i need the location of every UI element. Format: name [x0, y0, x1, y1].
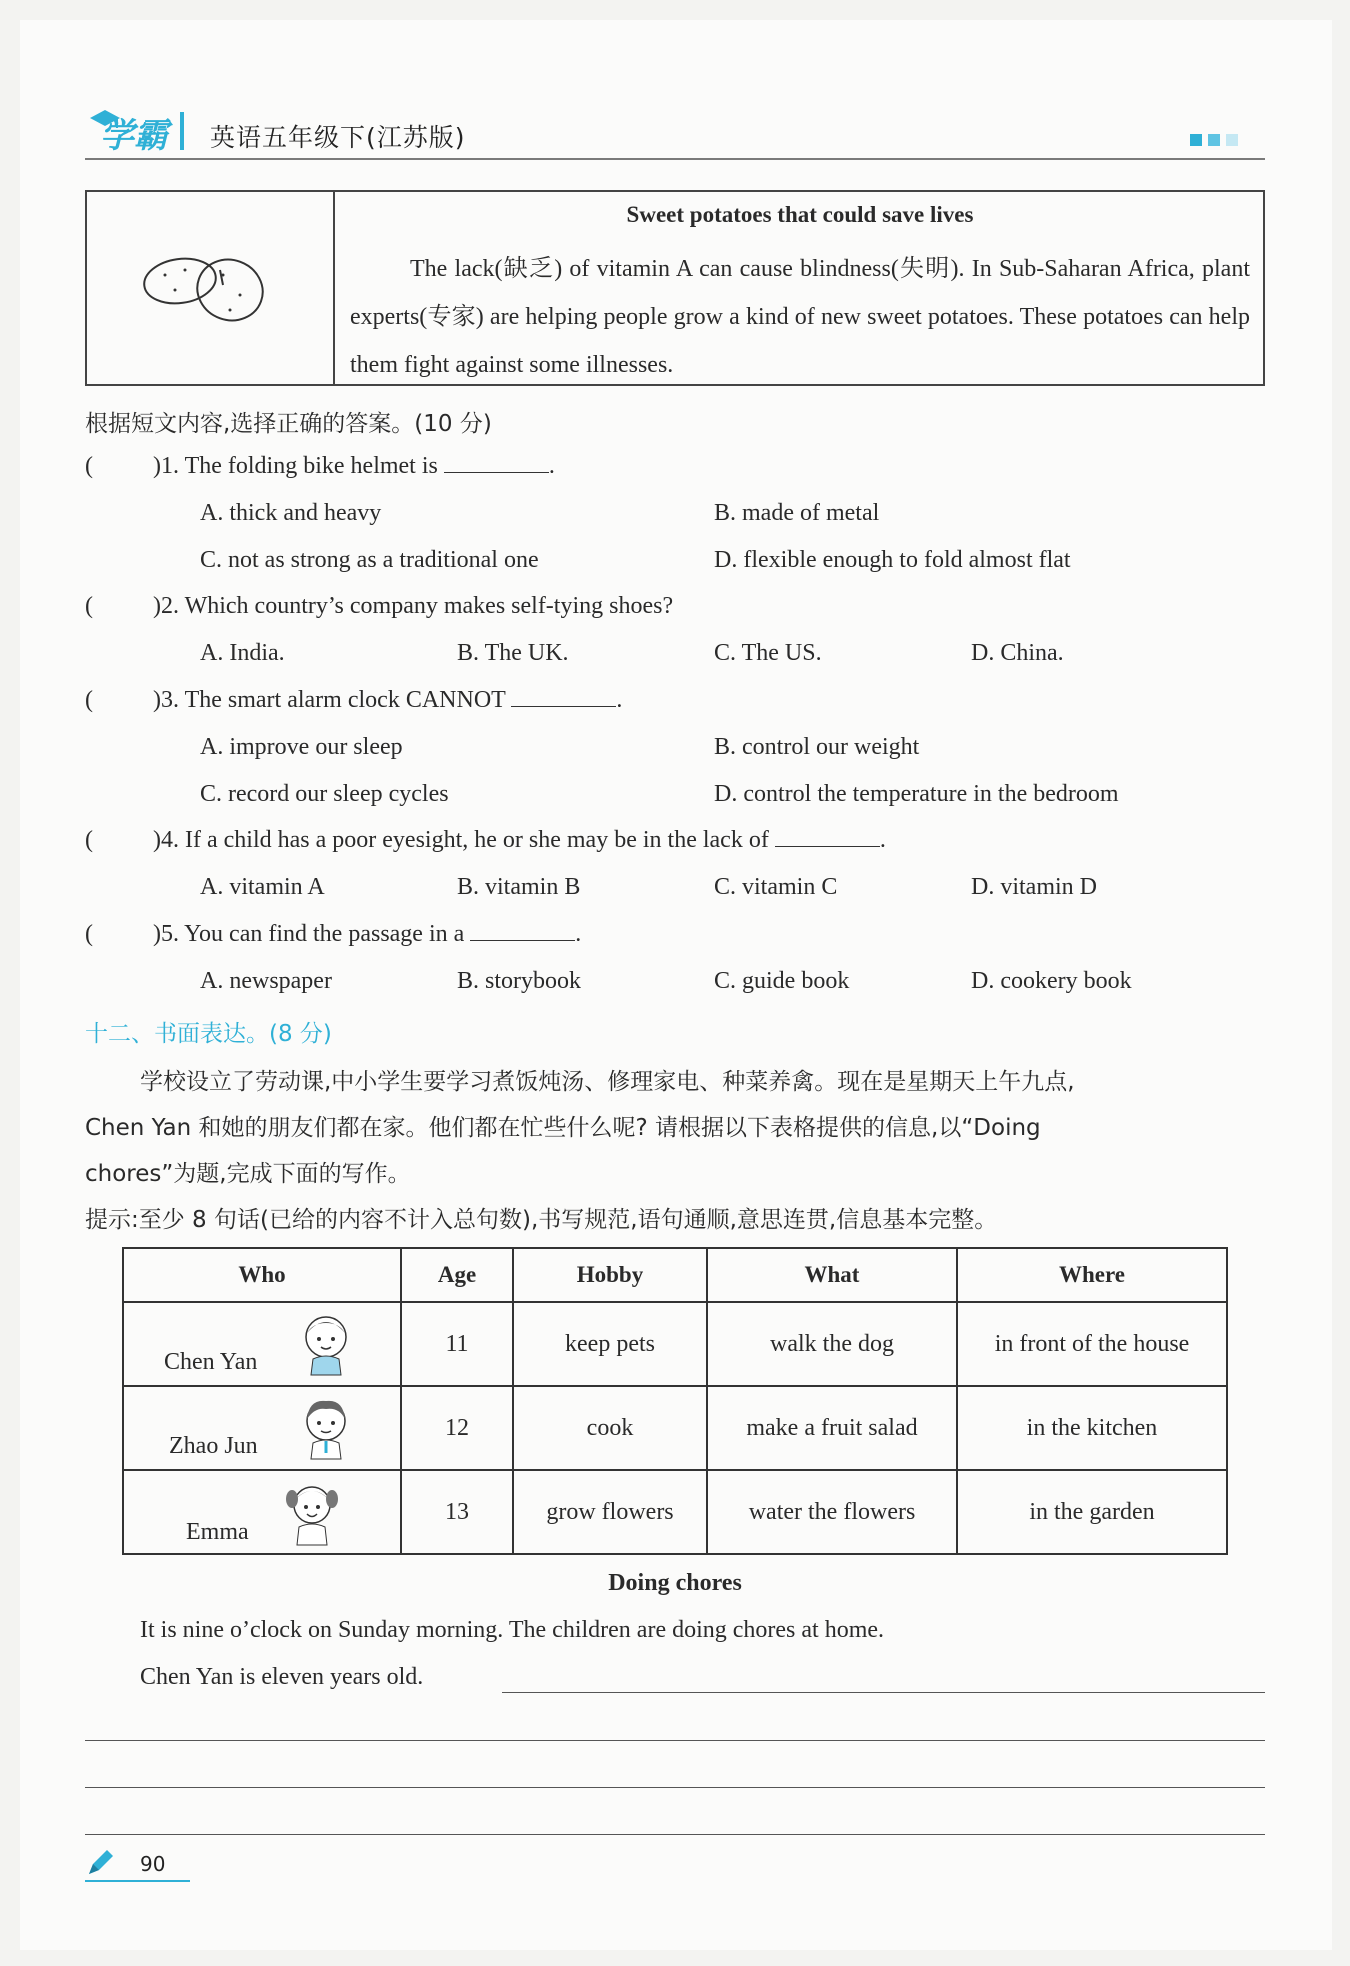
writing-line[interactable]	[85, 1740, 1265, 1741]
girl-avatar-icon	[299, 1309, 354, 1377]
option[interactable]: A. India.	[200, 640, 285, 666]
header-who: Who	[123, 1248, 401, 1302]
question-1	[85, 453, 555, 480]
answer-paren-close: )	[153, 921, 161, 947]
fill-blank[interactable]	[775, 846, 880, 847]
what-cell: water the flowers	[707, 1470, 957, 1554]
who-name: Emma	[186, 1519, 249, 1545]
answer-paren-close: )	[153, 593, 161, 619]
fill-blank[interactable]	[444, 472, 549, 473]
question-stem: If a child has a poor eyesight, he or she may be in the lack of	[185, 827, 769, 853]
reading-title: Sweet potatoes that could save lives	[626, 202, 974, 227]
answer-paren-close: )	[153, 687, 161, 713]
answer-paren-close: )	[153, 453, 161, 479]
option[interactable]: C. vitamin C	[714, 874, 838, 900]
hobby-cell: keep pets	[513, 1302, 707, 1386]
question-3	[85, 687, 622, 714]
who-cell	[123, 1302, 401, 1386]
option[interactable]: B. made of metal	[714, 500, 880, 526]
option[interactable]: B. vitamin B	[457, 874, 581, 900]
where-cell: in front of the house	[957, 1302, 1227, 1386]
prompt-line: chores”为题,完成下面的写作。	[85, 1161, 411, 1187]
answer-paren-close: )	[153, 827, 161, 853]
table-row	[123, 1386, 1227, 1470]
pencil-icon	[85, 1848, 115, 1878]
who-name: Zhao Jun	[169, 1433, 258, 1459]
question-stem: The smart alarm clock CANNOT	[184, 687, 506, 713]
logo-divider	[180, 112, 184, 150]
answer-paren-open: (	[85, 593, 93, 619]
option[interactable]: B. control our weight	[714, 734, 920, 760]
age-cell: 13	[401, 1470, 513, 1554]
answer-paren-open: (	[85, 827, 93, 853]
header-what: What	[707, 1248, 957, 1302]
what-cell: make a fruit salad	[707, 1386, 957, 1470]
header-age: Age	[401, 1248, 513, 1302]
question-5	[85, 921, 581, 948]
question-number: 5.	[161, 921, 179, 947]
fill-blank[interactable]	[511, 706, 616, 707]
header-square	[1226, 134, 1238, 146]
option[interactable]: D. control the temperature in the bedroom	[714, 781, 1119, 807]
header-square	[1208, 134, 1220, 146]
option[interactable]: A. newspaper	[200, 968, 332, 994]
question-stem: Which country’s company makes self-tying shoes?	[184, 593, 674, 619]
who-cell	[123, 1386, 401, 1470]
option[interactable]: D. flexible enough to fold almost flat	[714, 547, 1071, 573]
boy-avatar-icon	[299, 1393, 354, 1461]
hint: 提示:至少 8 句话(已给的内容不计入总句数),书写规范,语句通顺,意思连贯,信息基本完整。	[85, 1207, 998, 1233]
header-rule	[85, 158, 1265, 160]
prompt-line: Chen Yan 和她的朋友们都在家。他们都在忙些什么呢? 请根据以下表格提供的信息,以“Doing	[85, 1115, 1041, 1141]
question-4	[85, 827, 886, 854]
table-row	[123, 1470, 1227, 1554]
answer-paren-open: (	[85, 687, 93, 713]
writing-line[interactable]	[85, 1787, 1265, 1788]
question-end: .	[616, 687, 623, 713]
logo-text: 学霸	[100, 116, 168, 156]
instruction: 根据短文内容,选择正确的答案。(10 分)	[85, 411, 492, 437]
hobby-cell: grow flowers	[513, 1470, 707, 1554]
option[interactable]: B. The UK.	[457, 640, 569, 666]
footer-rule	[85, 1880, 190, 1882]
book-title: 英语五年级下(江苏版)	[210, 123, 466, 152]
option[interactable]: C. guide book	[714, 968, 850, 994]
option[interactable]: B. storybook	[457, 968, 582, 994]
option[interactable]: D. cookery book	[971, 968, 1132, 994]
option[interactable]: D. vitamin D	[971, 874, 1097, 900]
writing-line[interactable]	[502, 1692, 1265, 1693]
option[interactable]: C. The US.	[714, 640, 822, 666]
table-row	[123, 1302, 1227, 1386]
option[interactable]: A. improve our sleep	[200, 734, 403, 760]
header-hobby: Hobby	[513, 1248, 707, 1302]
table-header-row	[123, 1248, 1227, 1302]
question-end: .	[575, 921, 582, 947]
option[interactable]: D. China.	[971, 640, 1064, 666]
section-title: 十二、书面表达。(8 分)	[85, 1021, 332, 1047]
who-cell	[123, 1470, 401, 1554]
question-number: 1.	[161, 453, 179, 479]
reading-paragraph: The lack(缺乏) of vitamin A can cause blindness(失明). In Sub-Saharan Africa, plant experts(专家) are helping people grow a kind of new sweet potatoes. These potatoes can help them fight against some illnesses.	[350, 256, 1250, 378]
essay-line: Chen Yan is eleven years old.	[140, 1664, 424, 1690]
question-2	[85, 593, 673, 620]
age-cell: 11	[401, 1302, 513, 1386]
fill-blank[interactable]	[470, 940, 575, 941]
writing-line[interactable]	[85, 1834, 1265, 1835]
question-end: .	[879, 827, 886, 853]
question-number: 3.	[161, 687, 179, 713]
prompt-line: 学校设立了劳动课,中小学生要学习煮饭炖汤、修理家电、种菜养禽。现在是星期天上午九点,	[140, 1069, 1075, 1095]
info-table	[122, 1247, 1228, 1555]
sweet-potato-icon	[135, 245, 275, 330]
essay-line: It is nine o’clock on Sunday morning. The children are doing chores at home.	[140, 1617, 885, 1643]
where-cell: in the kitchen	[957, 1386, 1227, 1470]
who-name: Chen Yan	[164, 1349, 258, 1375]
header-where: Where	[957, 1248, 1227, 1302]
option[interactable]: A. vitamin A	[200, 874, 325, 900]
question-end: .	[548, 453, 555, 479]
essay-title: Doing chores	[608, 1570, 742, 1596]
age-cell: 12	[401, 1386, 513, 1470]
question-number: 4.	[161, 827, 179, 853]
girl-pigtails-avatar-icon	[284, 1477, 339, 1547]
header-square	[1190, 134, 1202, 146]
question-stem: You can find the passage in a	[184, 921, 465, 947]
answer-paren-open: (	[85, 921, 93, 947]
answer-paren-open: (	[85, 453, 93, 479]
what-cell: walk the dog	[707, 1302, 957, 1386]
hobby-cell: cook	[513, 1386, 707, 1470]
option[interactable]: C. not as strong as a traditional one	[200, 547, 539, 573]
question-number: 2.	[161, 593, 179, 619]
option[interactable]: A. thick and heavy	[200, 500, 382, 526]
page-number: 90	[140, 1852, 166, 1876]
option[interactable]: C. record our sleep cycles	[200, 781, 449, 807]
where-cell: in the garden	[957, 1470, 1227, 1554]
question-stem: The folding bike helmet is	[184, 453, 438, 479]
